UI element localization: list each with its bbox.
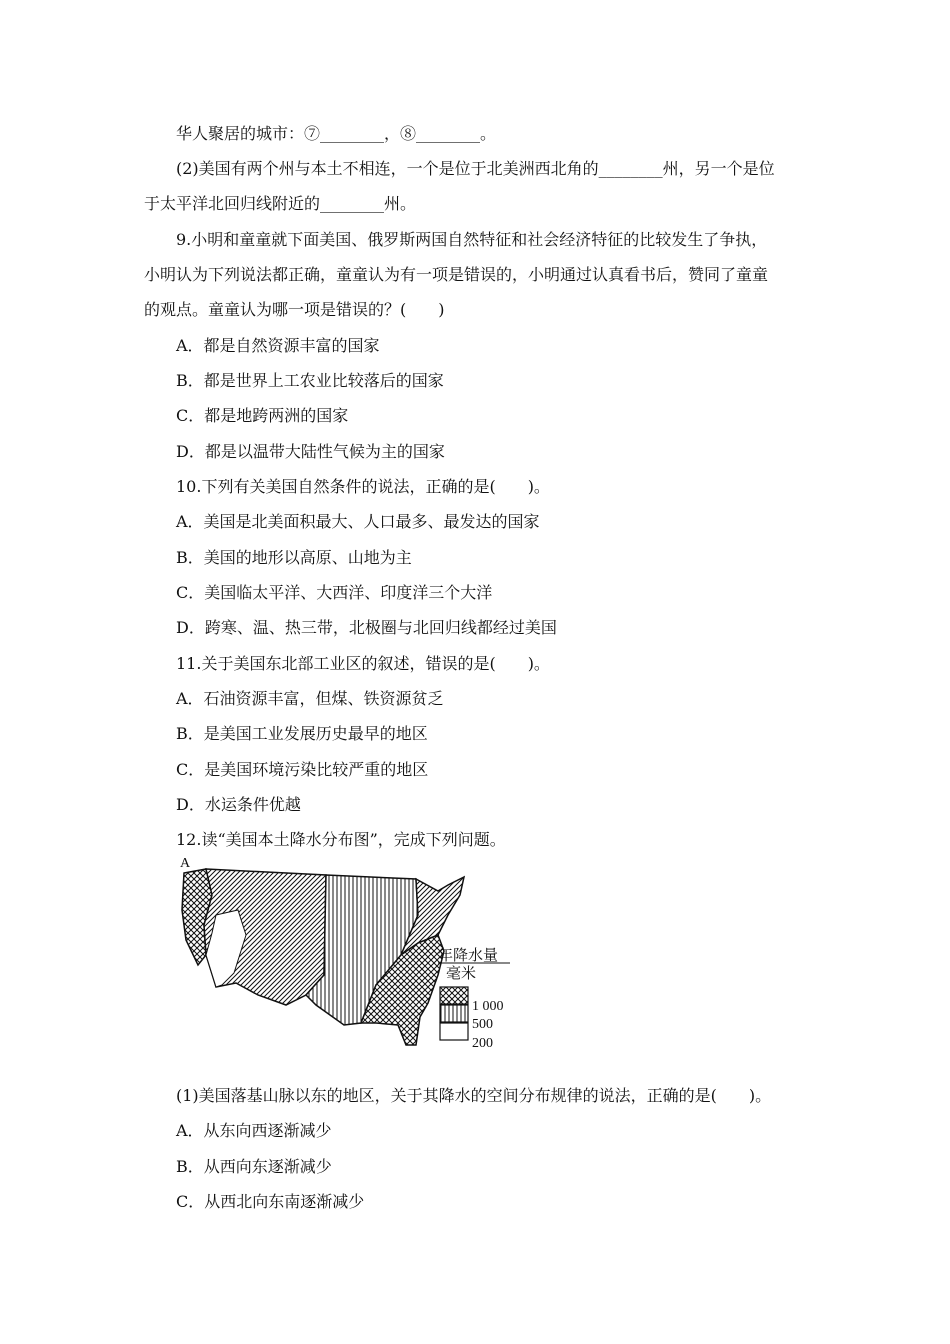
legend-title: 年降水量 <box>438 946 499 964</box>
option-b: B．都是世界上工农业比较落后的国家 <box>176 371 444 390</box>
question-9-stem: 的观点。童童认为哪一项是错误的？( ) <box>144 300 445 319</box>
question-11-stem: 11.关于美国东北部工业区的叙述，错误的是( )。 <box>176 654 550 673</box>
option-d: D．水运条件优越 <box>176 795 301 814</box>
us-precipitation-map <box>176 855 526 1065</box>
legend-swatch-mid <box>440 1005 468 1022</box>
option-c: C．是美国环境污染比较严重的地区 <box>176 760 429 779</box>
point-label-a: A <box>180 856 191 871</box>
option-b: B．是美国工业发展历史最早的地区 <box>176 724 428 743</box>
text-line: 华人聚居的城市：⑦________，⑧________。 <box>176 124 497 143</box>
question-12-1-stem: (1)美国落基山脉以东的地区，关于其降水的空间分布规律的说法，正确的是( )。 <box>176 1086 772 1105</box>
option-c: C．都是地跨两洲的国家 <box>176 406 349 425</box>
option-a: A．石油资源丰富，但煤、铁资源贫乏 <box>176 689 444 708</box>
map-regions <box>182 869 464 1045</box>
question-10-stem: 10.下列有关美国自然条件的说法，正确的是( )。 <box>176 477 550 496</box>
option-b: B．美国的地形以高原、山地为主 <box>176 548 412 567</box>
option-d: D．跨寒、温、热三带，北极圈与北回归线都经过美国 <box>176 618 557 637</box>
legend-swatch-high <box>440 987 468 1004</box>
text-line: (2)美国有两个州与本土不相连，一个是位于北美洲西北角的________州，另一个是位 <box>176 159 775 178</box>
option-a: A．都是自然资源丰富的国家 <box>176 336 380 355</box>
option-c: C．美国临太平洋、大西洋、印度洋三个大洋 <box>176 583 493 602</box>
legend-value: 200 <box>472 1036 493 1051</box>
map-legend <box>438 946 510 1051</box>
question-12-stem: 12.读“美国本土降水分布图”，完成下列问题。 <box>176 830 506 849</box>
option-c: C．从西北向东南逐渐减少 <box>176 1192 365 1211</box>
legend-unit: 毫米 <box>446 964 477 982</box>
question-9-stem: 小明认为下列说法都正确，童童认为有一项是错误的，小明通过认真看书后，赞同了童童 <box>144 265 769 284</box>
option-a: A．从东向西逐渐减少 <box>176 1121 332 1140</box>
legend-swatch-low <box>440 1023 468 1040</box>
option-d: D．都是以温带大陆性气候为主的国家 <box>176 442 445 461</box>
text-line: 于太平洋北回归线附近的________州。 <box>144 194 417 213</box>
question-9-stem: 9.小明和童童就下面美国、俄罗斯两国自然特征和社会经济特征的比较发生了争执， <box>176 230 768 249</box>
legend-value: 500 <box>472 1017 493 1032</box>
legend-value: 1 000 <box>472 999 504 1014</box>
option-a: A．美国是北美面积最大、人口最多、最发达的国家 <box>176 512 540 531</box>
option-b: B．从西向东逐渐减少 <box>176 1157 332 1176</box>
